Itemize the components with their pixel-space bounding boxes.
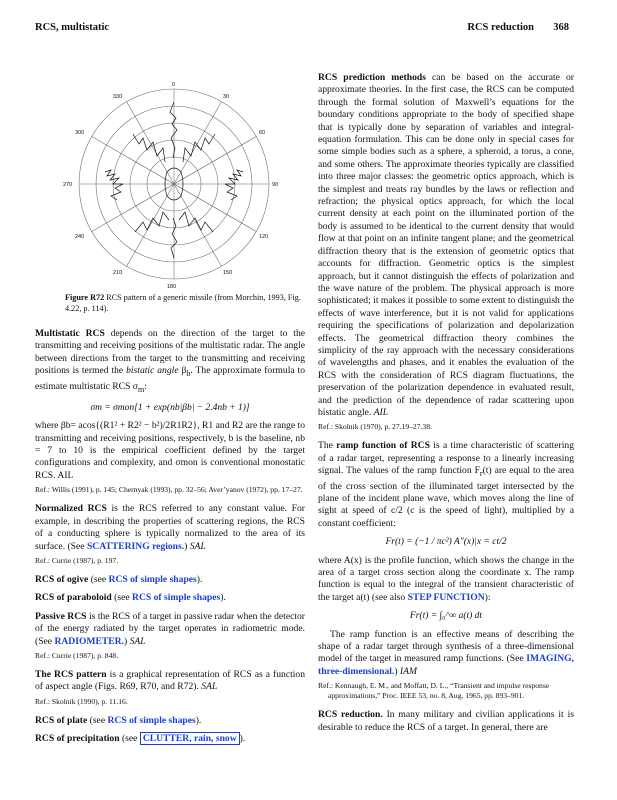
plate-post: ). <box>195 714 202 726</box>
ogive-link[interactable]: RCS of simple shapes <box>108 573 197 585</box>
angle-label-60: 60 <box>259 130 266 136</box>
normalized-term: Normalized RCS <box>35 503 107 515</box>
multistatic-paragraph <box>35 328 305 396</box>
prediction-term: RCS prediction methods <box>318 72 426 83</box>
passive-text: is the RCS of a target in passive radar when the detector of the energy radiated by the target operates in radiometric mode. (See <box>35 610 305 647</box>
step-function-link[interactable]: STEP FUNCTION <box>407 591 485 603</box>
angle-label-30: 30 <box>223 94 230 100</box>
paraboloid-pre: (see <box>111 592 133 604</box>
ogive-pre: (see <box>88 573 109 585</box>
normalized-paragraph <box>35 503 305 553</box>
angle-label-90: 90 <box>272 182 279 188</box>
paraboloid-post: ). <box>220 592 226 604</box>
entry-rcs-of-ogive <box>35 574 305 586</box>
ramp-text-1: is a time characteristic of scattering of a radar target, representing a response to a linearly increasing signal. The values of the ramp function F <box>318 440 574 477</box>
precipitation-pre: (see <box>119 733 140 745</box>
normalized-text: is the RCS referred to any constant value. For example, in describing the properties of scattering regions, the RCS of a conducting sphere is typically normalized to the area of its surface. (See <box>35 503 305 552</box>
left-column <box>35 70 305 749</box>
angle-label-270: 270 <box>63 182 73 188</box>
ramp-text-5: The ramp function is an effective means of describing the shape of a radar target through synthesis of a three-dimensional model of the target in measured ramp functions. (See <box>318 628 574 665</box>
figure-caption-text: RCS pattern of a generic missile (from Morchin, 1993, Fig. 4.22, p. 114). <box>65 293 301 313</box>
pattern-reference: Ref.: Skolnik (1990), p. 11.16. <box>35 696 128 706</box>
ramp-reference: Ref.: Kennaugh, E. M., and Moffatt, D. L., “Transient and impulse response approximations,” Proc. IEEE 53, no. 8, Aug. 1965, pp. 893–901. <box>318 681 550 701</box>
clutter-rain-snow-link[interactable]: CLUTTER, rain, snow <box>140 732 240 745</box>
multistatic-reference: Ref.: Willis (1991), p. 145; Chernyak (1993), pp. 32–56; Aver’yanov (1972), pp. 17–27. <box>35 485 303 495</box>
reduction-text: In many military and civilian applications it is desirable to reduce the RCS of a target. In general, there are <box>318 709 574 733</box>
ramp-paragraph-1 <box>318 440 574 530</box>
entry-multistatic-rcs <box>35 328 305 495</box>
pattern-term: The RCS pattern <box>35 668 107 680</box>
ramp-paragraph-2 <box>318 555 574 605</box>
running-header-right <box>467 22 569 34</box>
multistatic-where-text: where βb= acos{(R1² + R2² − b²)/2R1R2}, R1 and R2 are the range to transmitting and receiving positions, respectively, b is the baseline, nb = 7 to 10 is the empirical coefficient defined by the target configurations and complexity, and σmon is conventional monostatic RCS. AIL <box>35 420 305 481</box>
plate-link[interactable]: RCS of simple shapes <box>107 714 196 726</box>
multistatic-text-2: β <box>178 365 187 377</box>
ogive-term: RCS of ogive <box>35 573 89 585</box>
running-header-left: RCS, multistatic <box>35 22 110 33</box>
right-column <box>318 72 574 737</box>
passive-reference: Ref.: Currie (1987), p. 848. <box>35 650 119 660</box>
prediction-author: AIL <box>373 406 389 418</box>
page-number: 368 <box>553 22 569 33</box>
entry-rcs-of-precipitation <box>35 733 305 745</box>
figure-caption-label: Figure R72 <box>65 293 105 302</box>
ramp-close: ) <box>394 665 400 677</box>
beta-subscript: b <box>186 369 191 379</box>
passive-close: ) <box>124 635 130 647</box>
ramp-pre: The <box>318 440 337 452</box>
ramp-term: ramp function of RCS <box>336 440 430 452</box>
angle-label-240: 240 <box>75 234 85 240</box>
reduction-term: RCS reduction. <box>318 709 383 721</box>
ramp-text-2: (t) are equal to the area of the cross section of the illuminated target intersected by the plane of the incident plane wave, which moves along the line of sight at speed of c/2 (c is the speed of light), multiplied by a constant coefficient: <box>318 465 574 529</box>
ramp-equation-2: Fr(t) = ∫₀^∞ a(t) dt <box>409 611 483 622</box>
multistatic-text-1: depends on the direction of the target to the transmitting and receiving positions of the multistatic radar. The angle between directions from the target to the transmitting and receiving positions is termed the <box>35 328 306 377</box>
entry-rcs-of-plate <box>35 715 305 727</box>
entry-rcs-reduction <box>318 709 574 734</box>
precipitation-term: RCS of precipitation <box>35 733 120 745</box>
scattering-regions-link[interactable]: SCATTERING regions. <box>86 540 185 552</box>
radiometer-link[interactable]: RADIOMETER. <box>54 635 125 647</box>
passive-paragraph <box>35 611 305 648</box>
sigma-subscript: m <box>137 384 145 394</box>
normalized-author: SAL <box>189 540 206 552</box>
multistatic-text-3: . The approximate formula to estimate multistatic RCS σ <box>35 365 305 392</box>
polar-grid <box>79 89 269 279</box>
paraboloid-term: RCS of paraboloid <box>35 592 112 604</box>
prediction-reference: Ref.: Skolnik (1970), p. 27.19–27.38. <box>318 422 432 432</box>
figure-caption <box>65 292 305 314</box>
precipitation-post: ). <box>239 733 246 745</box>
ramp-paragraph-3 <box>318 629 574 679</box>
passive-term: Passive RCS <box>35 610 87 622</box>
ramp-author: IAM <box>399 665 417 677</box>
normalized-reference: Ref.: Currie (1987), p. 197. <box>35 555 119 565</box>
angle-label-0: 0 <box>172 82 176 88</box>
running-header-title: RCS reduction <box>467 22 534 33</box>
angle-label-120: 120 <box>259 234 269 240</box>
ramp-text-4: ): <box>484 591 491 603</box>
pattern-text: is a graphical representation of RCS as a function of aspect angle (Figs. R69, R70, and R72). <box>35 668 306 693</box>
entry-passive-rcs <box>35 611 305 661</box>
multistatic-term: Multistatic RCS <box>35 328 105 339</box>
prediction-text: can be based on the accurate or approximate theories. In the first case, the RCS can be computed through the formal solution of Maxwell’s equations for the boundary conditions appropriate to the body of specified shape that is typically done by separation of variables and integral-equation formulation. This can be done only in special cases for some simple bodies such as a sphere, a spheroid, a torus, a cone, and some others. The approximate theories typically are classified into three major classes: the geometric optics approach, which is the simplest and treats ray bundles by the laws or reflection and refraction; the physical optics approach, for which the local current density at each point on the illuminated portion of the body is assumed to be identical to the current density that would flow at that point on an infinite tangent plane; and the geometrical diffraction theory that is the extension of geometric optics that accounts for diffraction. Geometric optics is the simplest approach, but it cannot distinguish the effects of polarization and the wave nature of the problem. The physical approach is more sophisticated; it makes it possible to some extent to distinguish the effects of wave interference, but it is not valid for applications requiring the specifications of polarization and depolarization effects. The geometrical diffraction theory combines the simplicity of the ray approach with the necessary considerations of wavelengths and phases, and it enables the evaluation of the RCS with the consideration of RCS diagram fluctuations, the preservation of the polarization dependence in evaluated result, and the prediction of the dependence of radar scattering upon bistatic angle. <box>318 72 574 418</box>
angle-label-210: 210 <box>113 270 123 276</box>
bistatic-angle-term: bistatic angle <box>126 365 179 377</box>
entry-ramp-function <box>318 440 574 701</box>
angle-label-300: 300 <box>75 130 85 136</box>
plate-term: RCS of plate <box>35 714 88 726</box>
multistatic-equation: σm = σmon[1 + exp(nb|βb| − 2.4nb + 1)] <box>90 402 250 413</box>
entry-normalized-rcs <box>35 503 305 566</box>
pattern-paragraph <box>35 669 305 694</box>
ramp-equation-1: Fr(t) = (−1 / πc²) A″(x)|x = ct/2 <box>385 537 507 548</box>
ramp-text-3: where A(x) is the profile function, which shows the change in the area of a target cross section along the coordinate x. The ramp function is equal to the integral of the transient characteristic of the target a(t) (see also <box>318 554 574 603</box>
entry-rcs-of-paraboloid <box>35 592 305 604</box>
ogive-post: ). <box>196 573 203 585</box>
plate-pre: (see <box>87 714 108 726</box>
rcs-polar-plot <box>35 72 305 290</box>
paraboloid-link[interactable]: RCS of simple shapes <box>132 592 221 604</box>
prediction-paragraph <box>318 72 574 419</box>
imaging-3d-link[interactable]: IMAGING, three-dimensional. <box>318 653 574 677</box>
multistatic-text-4: : <box>144 380 147 392</box>
pattern-author: SAL <box>201 681 218 693</box>
entry-rcs-prediction-methods <box>318 72 574 432</box>
angle-label-150: 150 <box>223 270 233 276</box>
angle-label-330: 330 <box>113 94 123 100</box>
passive-author: SAL <box>129 635 146 647</box>
normalized-close: ) <box>184 540 190 552</box>
angle-label-180: 180 <box>167 284 177 290</box>
ramp-subscript: r <box>479 469 483 479</box>
entry-rcs-pattern <box>35 669 305 707</box>
